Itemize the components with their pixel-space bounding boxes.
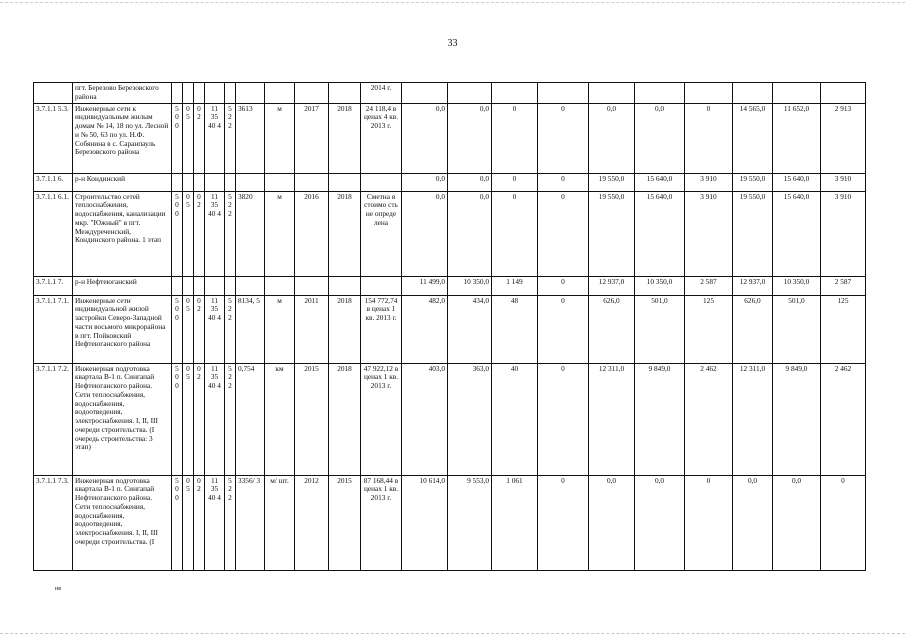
- table-cell-estimated-cost: 2014 г.: [361, 83, 402, 104]
- table-cell-local-2016: 125: [821, 295, 866, 363]
- table-cell-other-2014: 0: [538, 295, 589, 363]
- table-row: [34, 83, 866, 104]
- table-cell-total-2015: 0,0: [589, 103, 635, 173]
- table-cell-year-end: [329, 173, 361, 191]
- table-cell-unit: м: [265, 295, 295, 363]
- table-cell-regional-2014: 0,0: [448, 191, 492, 276]
- table-cell-regional-2016: 10 350,0: [773, 276, 821, 295]
- table-cell-name: Инженерные сети индивидуальной жилой застройки Северо-Западной части восьмого микрорайона в пгт. Пойковский Нефтеюганского района: [73, 295, 172, 363]
- table-cell-name: Инженерная подготовка квартала В-1 п. Сингапай Нефтеюганского района. Сети теплоснабжения, водоснабжения, водоотведения, электроснабжения. I, II, III очереди строительства. (I: [73, 475, 172, 570]
- table-row: [34, 295, 866, 363]
- table-cell-total-2016: 19 550,0: [733, 173, 773, 191]
- table-cell-code-4: 11 35 40 4: [205, 295, 225, 363]
- table-cell-total-2016: 19 550,0: [733, 191, 773, 276]
- scan-edge-top: [0, 2, 905, 4]
- table-cell-regional-2014: 0,0: [448, 173, 492, 191]
- table-cell-name: Инженерные сети к индивидуальным жилым домам № 14, 18 по ул. Лесной и № 50, 63 по ул. Н.Ф. Собянина в с. Саранпауль Березовского района: [73, 103, 172, 173]
- table-cell-id: 3.7.1.1 5.3.: [34, 103, 73, 173]
- table-cell-estimated-cost: 24 118,4 в ценах 4 кв. 2013 г.: [361, 103, 402, 173]
- table-cell-total-2015: 0,0: [589, 475, 635, 570]
- table-cell-local-2016: 3 910: [821, 173, 866, 191]
- table-cell-other-2014: 0: [538, 363, 589, 475]
- table-cell-local-2014: 0: [492, 191, 538, 276]
- table-cell-regional-2015: 0,0: [635, 103, 685, 173]
- table-cell-code-3: [194, 173, 205, 191]
- table-cell-unit: м: [265, 191, 295, 276]
- table-cell-other-2014: [538, 83, 589, 104]
- table-cell-capacity: [236, 83, 265, 104]
- investment-table: [33, 82, 866, 571]
- table-cell-code-2: 0 5: [183, 475, 194, 570]
- table-cell-local-2014: 0: [492, 103, 538, 173]
- table-cell-local-2015: 125: [685, 295, 733, 363]
- table-cell-id: 3.7.1.1 7.2.: [34, 363, 73, 475]
- table-cell-year-start: 2011: [295, 295, 329, 363]
- table-cell-name: пгт. Березово Березовского района: [73, 83, 172, 104]
- scan-edge-bottom: [0, 633, 905, 635]
- table-cell-total-2015: 626,0: [589, 295, 635, 363]
- table-cell-id: 3.7.1.1 6.: [34, 173, 73, 191]
- table-cell-total-2014: 10 614,0: [402, 475, 448, 570]
- table-cell-code-4: 11 35 40 4: [205, 103, 225, 173]
- table-cell-local-2015: 0: [685, 475, 733, 570]
- table-cell-total-2014: 0,0: [402, 103, 448, 173]
- table-cell-regional-2014: 434,0: [448, 295, 492, 363]
- table-cell-regional-2015: [635, 83, 685, 104]
- table-cell-local-2016: 3 910: [821, 191, 866, 276]
- table-cell-local-2016: 2 587: [821, 276, 866, 295]
- table-cell-code-1: 5 0 0: [172, 295, 183, 363]
- table-cell-total-2015: [589, 83, 635, 104]
- page-number: 33: [447, 38, 458, 49]
- table-cell-code-5: 5 2 2: [225, 363, 236, 475]
- table-cell-year-start: [295, 276, 329, 295]
- table-cell-other-2014: 0: [538, 475, 589, 570]
- table-cell-unit: м/ шт.: [265, 475, 295, 570]
- table-cell-estimated-cost: Сметна я стоимо сть не опреде лена: [361, 191, 402, 276]
- table-cell-local-2016: 2 913: [821, 103, 866, 173]
- table-cell-code-4: [205, 83, 225, 104]
- table-cell-total-2016: 0,0: [733, 475, 773, 570]
- table-cell-code-2: 0 5: [183, 363, 194, 475]
- table-cell-local-2014: [492, 83, 538, 104]
- table-cell-local-2014: 0: [492, 173, 538, 191]
- table-cell-code-4: [205, 276, 225, 295]
- table-cell-estimated-cost: [361, 173, 402, 191]
- table-cell-regional-2015: 501,0: [635, 295, 685, 363]
- table-cell-id: 3.7.1.1 7.1.: [34, 295, 73, 363]
- table-cell-year-start: [295, 83, 329, 104]
- table-cell-id: 3.7.1.1 7.: [34, 276, 73, 295]
- table-cell-code-4: 11 35 40 4: [205, 475, 225, 570]
- table-cell-id: 3.7.1.1 7.3.: [34, 475, 73, 570]
- table-cell-code-1: [172, 83, 183, 104]
- table-cell-local-2015: 2 462: [685, 363, 733, 475]
- table-row: [34, 173, 866, 191]
- table-cell-year-end: 2018: [329, 295, 361, 363]
- table-cell-year-end: 2018: [329, 363, 361, 475]
- table-cell-regional-2015: 15 640,0: [635, 191, 685, 276]
- table-cell-capacity: 8134, 5: [236, 295, 265, 363]
- table-cell-regional-2016: 0,0: [773, 475, 821, 570]
- table-cell-year-end: 2018: [329, 191, 361, 276]
- table-cell-local-2015: 2 587: [685, 276, 733, 295]
- table-cell-capacity: [236, 276, 265, 295]
- table-cell-code-3: [194, 276, 205, 295]
- table-cell-regional-2015: 15 640,0: [635, 173, 685, 191]
- table-cell-other-2014: 0: [538, 173, 589, 191]
- table-cell-unit: м: [265, 103, 295, 173]
- table-cell-year-end: [329, 276, 361, 295]
- table-cell-capacity: 3613: [236, 103, 265, 173]
- table-cell-name: Инженерная подготовка квартала В-1 п. Сингапай Нефтеюганского района. Сети теплоснабжения, водоснабжения, водоотведения, электроснабжения. I, II, III очереди строительства. (I очередь строительства: 3 этап): [73, 363, 172, 475]
- table-cell-code-1: 5 0 0: [172, 103, 183, 173]
- table-cell-total-2015: 19 550,0: [589, 191, 635, 276]
- table-cell-estimated-cost: 87 168,44 в ценах 1 кв. 2013 г.: [361, 475, 402, 570]
- table-cell-code-2: [183, 83, 194, 104]
- table-cell-code-1: [172, 276, 183, 295]
- table-cell-code-3: [194, 83, 205, 104]
- table-cell-year-end: [329, 83, 361, 104]
- table-cell-regional-2016: 9 849,0: [773, 363, 821, 475]
- table-cell-estimated-cost: 154 772,74 в ценах 1 кв. 2013 г.: [361, 295, 402, 363]
- scan-mark: нв: [55, 586, 62, 592]
- table-cell-capacity: 3820: [236, 191, 265, 276]
- table-cell-code-5: [225, 276, 236, 295]
- table-row: [34, 363, 866, 475]
- table-cell-code-2: 0 5: [183, 295, 194, 363]
- table-cell-code-1: 5 0 0: [172, 475, 183, 570]
- table-cell-regional-2016: [773, 83, 821, 104]
- table-cell-code-5: 5 2 2: [225, 475, 236, 570]
- table-cell-regional-2016: 15 640,0: [773, 191, 821, 276]
- table-cell-code-3: 0 2: [194, 363, 205, 475]
- table-cell-code-2: 0 5: [183, 191, 194, 276]
- table-cell-regional-2016: 501,0: [773, 295, 821, 363]
- table-cell-estimated-cost: 47 922,12 в ценах 1 кв. 2013 г.: [361, 363, 402, 475]
- table-cell-capacity: 3356/ 3: [236, 475, 265, 570]
- table-cell-code-3: 0 2: [194, 103, 205, 173]
- table-cell-unit: [265, 276, 295, 295]
- table-cell-regional-2016: 15 640,0: [773, 173, 821, 191]
- table-cell-total-2014: 0,0: [402, 173, 448, 191]
- table-cell-total-2014: 403,0: [402, 363, 448, 475]
- table-cell-name: р-н Нефтеюганский: [73, 276, 172, 295]
- table-cell-local-2015: 3 910: [685, 191, 733, 276]
- table-cell-code-5: [225, 83, 236, 104]
- table-cell-total-2016: 12 311,0: [733, 363, 773, 475]
- table-cell-code-3: 0 2: [194, 475, 205, 570]
- table-cell-total-2015: 19 550,0: [589, 173, 635, 191]
- table-cell-other-2014: 0: [538, 276, 589, 295]
- table-cell-year-start: 2015: [295, 363, 329, 475]
- table-cell-total-2014: 0,0: [402, 191, 448, 276]
- table-cell-code-3: 0 2: [194, 295, 205, 363]
- table-cell-code-5: 5 2 2: [225, 103, 236, 173]
- table-cell-code-4: [205, 173, 225, 191]
- table-row: [34, 276, 866, 295]
- table-cell-total-2014: 11 499,0: [402, 276, 448, 295]
- table-row: [34, 191, 866, 276]
- table-cell-total-2016: 14 565,0: [733, 103, 773, 173]
- table-cell-regional-2015: 0,0: [635, 475, 685, 570]
- table-cell-code-1: 5 0 0: [172, 191, 183, 276]
- table-cell-other-2014: 0: [538, 191, 589, 276]
- table-cell-regional-2016: 11 652,0: [773, 103, 821, 173]
- table-cell-local-2015: 0: [685, 103, 733, 173]
- table-cell-local-2014: 1 061: [492, 475, 538, 570]
- table-cell-local-2014: 1 149: [492, 276, 538, 295]
- table-cell-code-2: 0 5: [183, 103, 194, 173]
- table-cell-local-2016: 2 462: [821, 363, 866, 475]
- table-cell-year-start: [295, 173, 329, 191]
- table-cell-regional-2014: 363,0: [448, 363, 492, 475]
- table-cell-local-2014: 48: [492, 295, 538, 363]
- table-row: [34, 475, 866, 570]
- table-cell-regional-2014: 10 350,0: [448, 276, 492, 295]
- table-cell-capacity: 0,754: [236, 363, 265, 475]
- table-cell-estimated-cost: [361, 276, 402, 295]
- table-cell-year-start: 2016: [295, 191, 329, 276]
- table-cell-code-2: [183, 276, 194, 295]
- table-cell-year-end: 2018: [329, 103, 361, 173]
- table-cell-year-start: 2017: [295, 103, 329, 173]
- table-cell-year-end: 2015: [329, 475, 361, 570]
- table-cell-regional-2014: 9 553,0: [448, 475, 492, 570]
- table-cell-code-1: [172, 173, 183, 191]
- table-cell-other-2014: 0: [538, 103, 589, 173]
- table-cell-total-2016: 12 937,0: [733, 276, 773, 295]
- table-cell-code-4: 11 35 40 4: [205, 363, 225, 475]
- table-cell-name: Строительство сетей теплоснабжения, водоснабжения, канализации мкр. "Южный" в пгт. Междуреченский, Кондинского района. 1 этап: [73, 191, 172, 276]
- table-cell-id: 3.7.1.1 6.1.: [34, 191, 73, 276]
- table-cell-code-1: 5 0 0: [172, 363, 183, 475]
- table-cell-local-2014: 40: [492, 363, 538, 475]
- table-cell-local-2015: [685, 83, 733, 104]
- table-row: [34, 103, 866, 173]
- table-cell-code-4: 11 35 40 4: [205, 191, 225, 276]
- table-cell-code-5: 5 2 2: [225, 295, 236, 363]
- table-cell-total-2014: [402, 83, 448, 104]
- table-cell-unit: [265, 83, 295, 104]
- table-cell-code-3: 0 2: [194, 191, 205, 276]
- table-cell-total-2015: 12 311,0: [589, 363, 635, 475]
- table-cell-regional-2015: 10 350,0: [635, 276, 685, 295]
- table-cell-regional-2015: 9 849,0: [635, 363, 685, 475]
- table-cell-unit: км: [265, 363, 295, 475]
- table-cell-code-5: 5 2 2: [225, 191, 236, 276]
- table-cell-code-5: [225, 173, 236, 191]
- table-cell-id: [34, 83, 73, 104]
- table-cell-total-2015: 12 937,0: [589, 276, 635, 295]
- table-cell-regional-2014: 0,0: [448, 103, 492, 173]
- table-cell-code-2: [183, 173, 194, 191]
- table-cell-local-2016: [821, 83, 866, 104]
- table-cell-regional-2014: [448, 83, 492, 104]
- table-cell-name: р-н Кондинский: [73, 173, 172, 191]
- table-cell-year-start: 2012: [295, 475, 329, 570]
- table-cell-total-2016: 626,0: [733, 295, 773, 363]
- table-cell-total-2014: 482,0: [402, 295, 448, 363]
- table-cell-local-2015: 3 910: [685, 173, 733, 191]
- table-cell-capacity: [236, 173, 265, 191]
- table-cell-unit: [265, 173, 295, 191]
- table-cell-local-2016: 0: [821, 475, 866, 570]
- table-cell-total-2016: [733, 83, 773, 104]
